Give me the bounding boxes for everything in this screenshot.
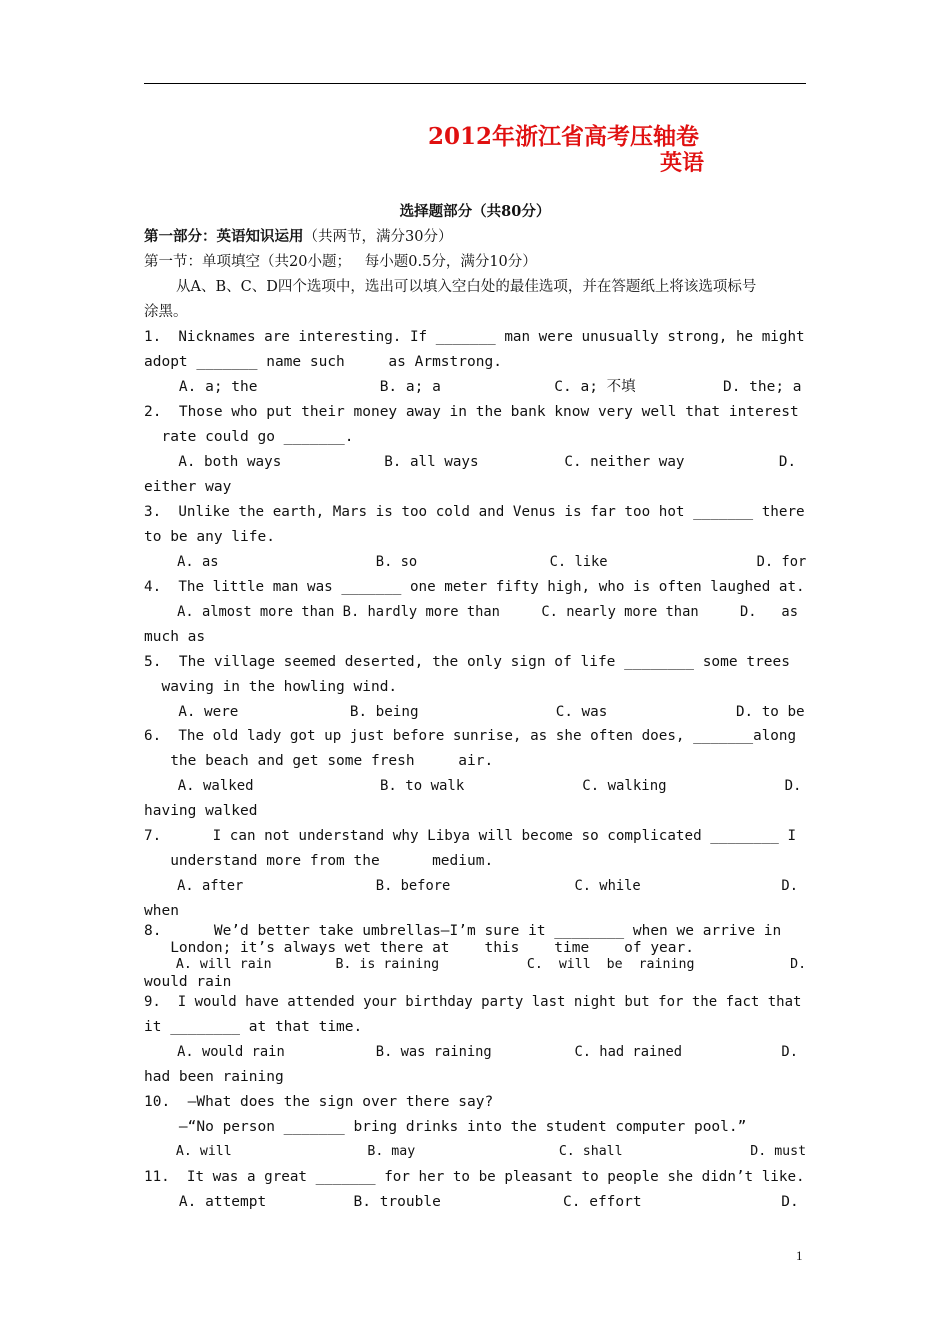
- page-number: 1: [796, 1248, 803, 1263]
- options-line: A. will rain B. is raining C. will be raining D.: [144, 957, 807, 972]
- question-line: the beach and get some fresh air.: [144, 753, 494, 769]
- options-line: having walked: [144, 803, 258, 819]
- question-line: 4. The little man was _______ one meter fifty high, who is often laughed at.: [144, 579, 805, 595]
- part1-detail: （共两节，满分30分）: [303, 229, 453, 245]
- options-line: A. a; the B. a; a C. a; 不填 D. the; a: [144, 379, 802, 395]
- question-line: London; it’s always wet there at this time of year.: [144, 940, 694, 956]
- instruction-line-2: 涂黑。: [144, 304, 188, 320]
- options-line: A. after B. before C. while D.: [144, 878, 798, 894]
- options-line: A. almost more than B. hardly more than C. nearly more than D. as: [144, 604, 798, 620]
- part1-heading: [144, 228, 452, 246]
- options-line: would rain: [144, 974, 232, 990]
- part-heading: 选择题部分（共80分）: [399, 203, 551, 220]
- question-line: 8. We’d better take umbrellas—I’m sure it ________ when we arrive in: [144, 923, 782, 939]
- options-line: much as: [144, 629, 206, 645]
- options-line: A. walked B. to walk C. walking D.: [144, 778, 802, 794]
- instruction-line-1: 从A、B、C、D四个选项中，选出可以填入空白处的最佳选项，并在答题纸上将该选项标号: [176, 279, 757, 295]
- question-line: waving in the howling wind.: [144, 679, 398, 695]
- question-line: understand more from the medium.: [144, 853, 494, 869]
- options-line: A. were B. being C. was D. to be: [144, 704, 805, 720]
- options-line: A. will B. may C. shall D. must: [144, 1144, 807, 1159]
- question-line: 2. Those who put their money away in the bank know very well that interest: [144, 404, 799, 420]
- question-line: rate could go _______.: [144, 429, 354, 445]
- question-line: to be any life.: [144, 529, 275, 545]
- part1-title: 第一部分：英语知识运用: [144, 228, 304, 245]
- question-line: 5. The village seemed deserted, the only sign of life ________ some trees: [144, 654, 791, 670]
- question-line: —“No person _______ bring drinks into the student computer pool.”: [144, 1119, 747, 1135]
- options-line: A. would rain B. was raining C. had rained D.: [144, 1044, 798, 1060]
- question-line: 10. —What does the sign over there say?: [144, 1094, 494, 1110]
- options-line: A. both ways B. all ways C. neither way D.: [144, 454, 797, 470]
- question-line: 3. Unlike the earth, Mars is too cold and Venus is far too hot _______ there: [144, 504, 805, 520]
- exam-subject: 英语: [660, 150, 705, 176]
- question-line: adopt _______ name such as Armstrong.: [144, 354, 502, 370]
- question-line: 11. It was a great _______ for her to be pleasant to people she didn’t like.: [144, 1169, 805, 1185]
- header-rule: [144, 83, 806, 84]
- question-line: 1. Nicknames are interesting. If _______ man were unusually strong, he might: [144, 329, 805, 345]
- question-line: it ________ at that time.: [144, 1019, 363, 1035]
- options-line: A. attempt B. trouble C. effort D.: [144, 1194, 799, 1210]
- options-line: either way: [144, 479, 232, 495]
- exam-title: 2012年浙江省高考压轴卷: [428, 123, 700, 150]
- options-line: when: [144, 903, 179, 919]
- question-line: 6. The old lady got up just before sunrise, as she often does, _______along: [144, 728, 797, 744]
- section1-heading: 第一节：单项填空（共20小题； 每小题0.5分，满分10分）: [144, 254, 537, 270]
- options-line: A. as B. so C. like D. for: [144, 554, 807, 570]
- options-line: had been raining: [144, 1069, 284, 1085]
- question-line: 9. I would have attended your birthday party last night but for the fact that: [144, 994, 802, 1010]
- question-line: 7. I can not understand why Libya will become so complicated ________ I: [144, 828, 797, 844]
